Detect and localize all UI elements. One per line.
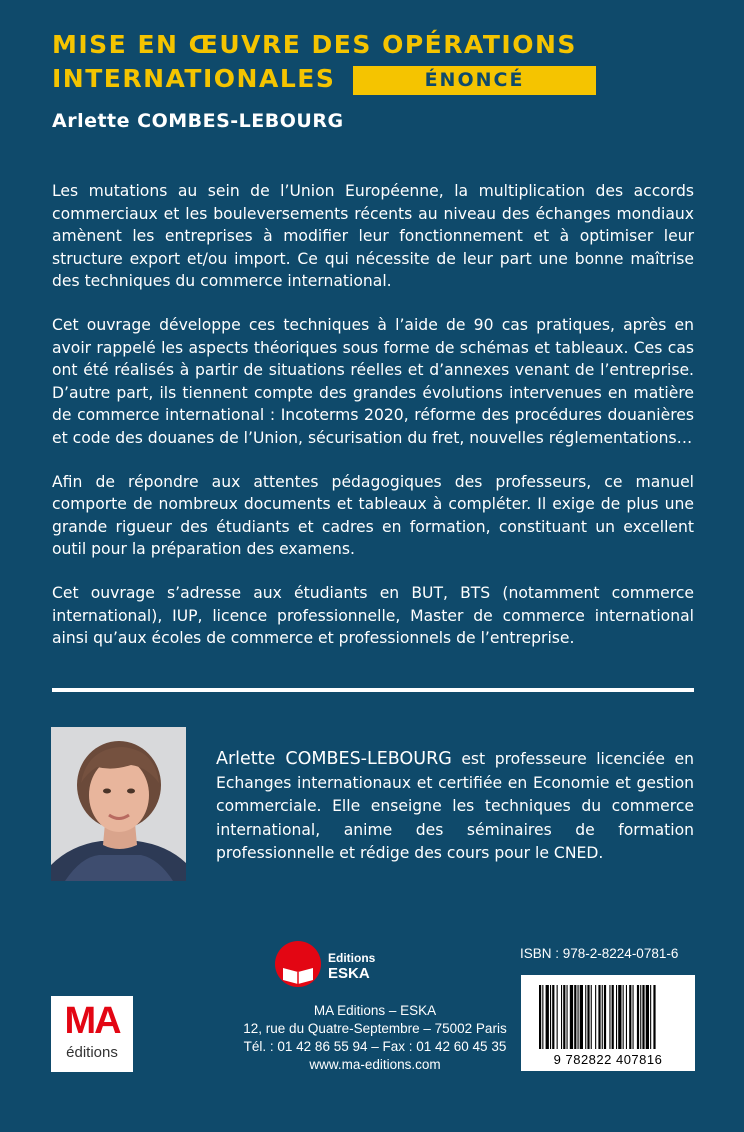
publisher-phone: Tél. : 01 42 86 55 94 – Fax : 01 42 60 45 35 xyxy=(243,1039,507,1054)
barcode-bar xyxy=(637,985,639,1049)
blurb xyxy=(52,180,694,671)
author-photo xyxy=(51,727,186,881)
barcode-bar xyxy=(598,985,600,1049)
barcode-bar xyxy=(595,985,596,1049)
barcode-bar xyxy=(557,985,558,1049)
publisher-address: 12, rue du Quatre-Septembre – 75002 Paris xyxy=(243,1021,507,1036)
barcode-bar xyxy=(604,985,606,1049)
eska-book-icon xyxy=(274,940,326,988)
barcode-bar xyxy=(563,985,565,1049)
barcode-bar xyxy=(561,985,562,1049)
enonce-badge: ÉNONCÉ xyxy=(353,66,596,95)
barcode-bar xyxy=(578,985,579,1049)
barcode-bars xyxy=(521,975,695,1053)
barcode-bar xyxy=(618,985,621,1049)
eska-editions-label: Editions xyxy=(328,951,376,965)
blurb-paragraph-4: Cet ouvrage s’adresse aux étudiants en BUT, BTS (notamment commerce international), IUP, licence professionnelle, Master de commerce international ainsi qu’aux écoles de commerce et professionnels de l’entreprise. xyxy=(52,583,694,648)
blurb-paragraph-1: Les mutations au sein de l’Union Européenne, la multiplication des accords commerciaux et les bouleversements récents au niveau des échanges mondiaux amènent les entreprises à modifier leur fonctionnement et à optimiser leur structure export et/ou import. Ce qui nécessite de leur part une bonne maîtrise des techniques du commerce international. xyxy=(52,182,694,291)
barcode-bar xyxy=(653,985,655,1049)
barcode-bar xyxy=(587,985,589,1049)
barcode-bar xyxy=(542,985,543,1049)
barcode-bar xyxy=(609,985,610,1049)
barcode-bar xyxy=(640,985,641,1049)
ma-editions-logo xyxy=(51,996,133,1072)
publisher-info xyxy=(170,1002,580,1074)
blurb-paragraph-2: Cet ouvrage développe ces techniques à l’aide de 90 cas pratiques, après en avoir rappelé les aspects théoriques sous forme de schémas et tableaux. Ces cas ont été réalisés à partir de situations réelles et d’annexes venant de l’entreprise. D’autre part, ils tiennent compte des grandes évolutions intervenues en matière de commerce international : Incoterms 2020, réforme des procédures douanières et code des douanes de l’Union, sécurisation du fret, nouvelles réglementations… xyxy=(52,315,694,447)
barcode-bar xyxy=(550,985,551,1049)
barcode-bar xyxy=(616,985,617,1049)
publisher-name: MA Editions – ESKA xyxy=(313,1003,437,1018)
bio-author-name: Arlette COMBES-LEBOURG xyxy=(216,749,452,769)
eska-logo xyxy=(274,940,384,988)
author-bio xyxy=(216,748,694,866)
barcode-bar xyxy=(546,985,549,1049)
isbn-label: ISBN : 978-2-8224-0781-6 xyxy=(520,946,679,961)
barcode-bar xyxy=(570,985,573,1049)
publisher-website: www.ma-editions.com xyxy=(309,1057,441,1072)
title-line-2: INTERNATIONALES xyxy=(52,64,336,93)
blurb-paragraph-3: Afin de répondre aux attentes pédagogiques des professeurs, ce manuel comporte de nombreux documents et tableaux à compléter. Il exige de plus une grande rigueur des étudiants et cadres en formation, constituant un excellent outil pour la préparation des examens. xyxy=(52,472,694,559)
title-line-1: MISE EN ŒUVRE DES OPÉRATIONS xyxy=(52,30,577,59)
eska-name-label: ESKA xyxy=(328,965,370,982)
ma-sub-label: éditions xyxy=(66,1044,118,1061)
barcode-bar xyxy=(580,985,583,1049)
barcode-bar xyxy=(567,985,568,1049)
author-name: Arlette COMBES-LEBOURG xyxy=(52,110,344,132)
barcode-bar xyxy=(646,985,649,1049)
ma-letters: MA xyxy=(64,1000,120,1042)
barcode-bar xyxy=(552,985,554,1049)
barcode-bar xyxy=(539,985,541,1049)
barcode-bar xyxy=(585,985,586,1049)
barcode-bar xyxy=(626,985,627,1049)
barcode-bar xyxy=(602,985,603,1049)
barcode-bar xyxy=(574,985,576,1049)
barcode xyxy=(521,975,695,1071)
divider xyxy=(52,688,694,692)
barcode-bar xyxy=(623,985,624,1049)
barcode-digits: 9 782822 407816 xyxy=(553,1052,663,1067)
barcode-bar xyxy=(591,985,592,1049)
barcode-bar xyxy=(633,985,634,1049)
barcode-bar xyxy=(612,985,614,1049)
barcode-bar xyxy=(642,985,644,1049)
barcode-bar xyxy=(650,985,651,1049)
barcode-bar xyxy=(629,985,631,1049)
bio-text: est professeure licenciée en Echanges internationaux et certifiée en Economie et gestion commerciale. Elle enseigne les techniques du commerce international, anime des séminaires de formation professionnelle et rédige des cours pour le CNED. xyxy=(216,750,694,862)
